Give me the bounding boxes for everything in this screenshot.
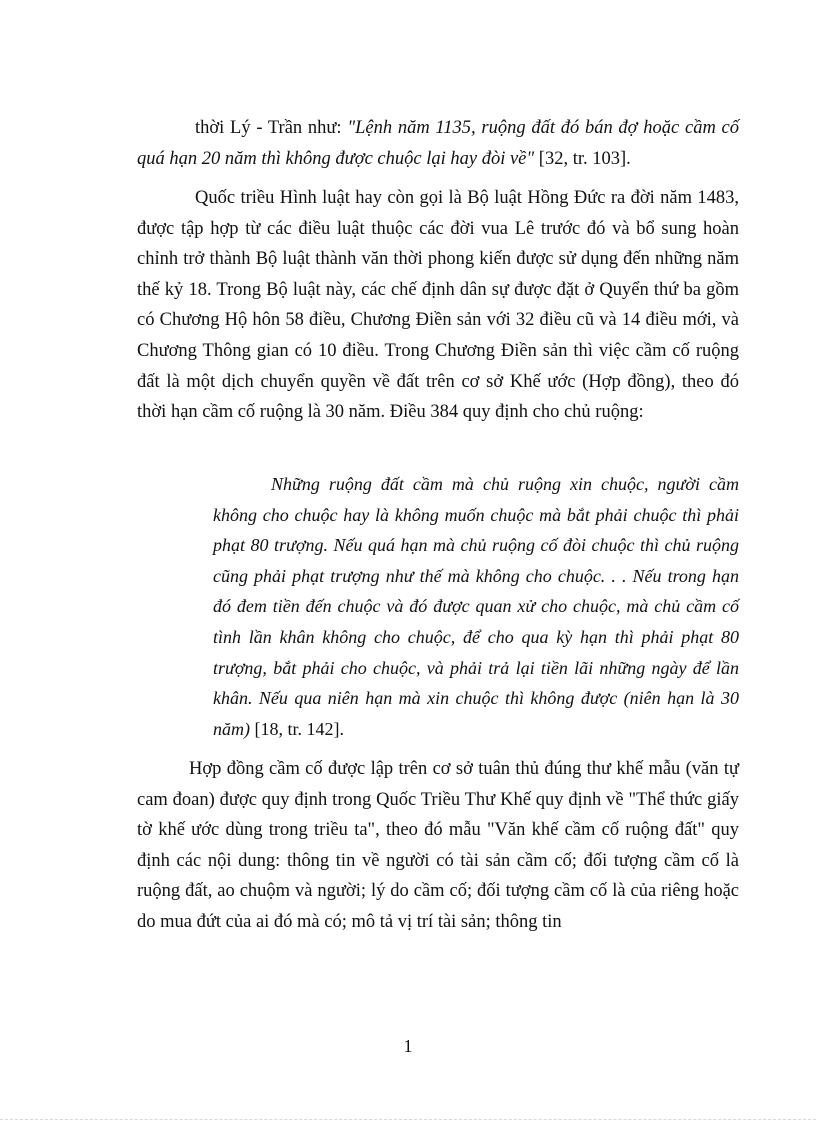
paragraph-1 [137,113,739,174]
page-number: 1 [403,1036,413,1056]
paragraph-3: Hợp đồng cầm cố được lập trên cơ sở tuân thủ đúng thư khế mẫu (văn tự cam đoan) được quy định trong Quốc Triều Thư Khế quy định về "Thể thức giấy tờ khế ước dùng trong triều ta", theo đó mẫu "Văn khế cầm cố ruộng đất" quy định các nội dung: thông tin về người có tài sản cầm cố; đối tượng cầm cố là ruộng đất, ao chuộm và người; lý do cầm cố; đối tượng cầm cố là của riêng hoặc do mua đứt của ai đó mà có; mô tả vị trí tài sản; thông tin [137,759,739,932]
paragraph-1-quote: "Lệnh năm 1135, ruộng đất đó bán đợ hoặc cầm cố quá hạn 20 năm thì không được chuộc lại hay đòi về" [137,118,739,169]
page-bottom-border [0,1119,816,1120]
block-quote-text: Những ruộng đất cầm mà chủ ruộng xin chuộc, người cầm không cho chuộc hay là không muốn chuộc mà bắt phải chuộc thì phải phạt 80 trượng. Nếu quá hạn mà chủ ruộng cố đòi chuộc thì chủ ruộng cũng phải phạt trượng như thế mà không cho chuộc. . . Nếu trong hạn đó đem tiền đến chuộc và đó được quan xử cho chuộc, mà chủ cầm cố tình lần khân không cho chuộc, để cho qua kỳ hạn thì phải phạt 80 trượng, bắt phải cho chuộc, và phải trả lại tiền lãi những ngày để lần khân. Nếu qua niên hạn mà xin chuộc thì không được (niên hạn là 30 năm) [213,474,739,739]
block-quote-citation: [18, tr. 142]. [250,718,344,739]
block-quote [213,469,739,744]
paragraph-1-lead: thời Lý - Trần như: [195,118,348,138]
paragraph-1-citation: [32, tr. 103]. [534,148,631,169]
paragraph-2: Quốc triều Hình luật hay còn gọi là Bộ luật Hồng Đức ra đời năm 1483, được tập hợp từ các điều luật thuộc các đời vua Lê trước đó và bổ sung hoàn chỉnh trở thành Bộ luật thành văn thời phong kiến được sử dụng đến những năm thế kỷ 18. Trong Bộ luật này, các chế định dân sự được đặt ở Quyển thứ ba gồm có Chương Hộ hôn 58 điều, Chương Điền sản với 32 điều cũ và 14 điều mới, và Chương Thông gian có 10 điều. Trong Chương Điền sản thì việc cầm cố ruộng đất là một dịch chuyển quyền về đất trên cơ sở Khế ước (Hợp đồng), theo đó thời hạn cầm cố ruộng là 30 năm. Điều 384 quy định cho chủ ruộng: [137,188,739,423]
